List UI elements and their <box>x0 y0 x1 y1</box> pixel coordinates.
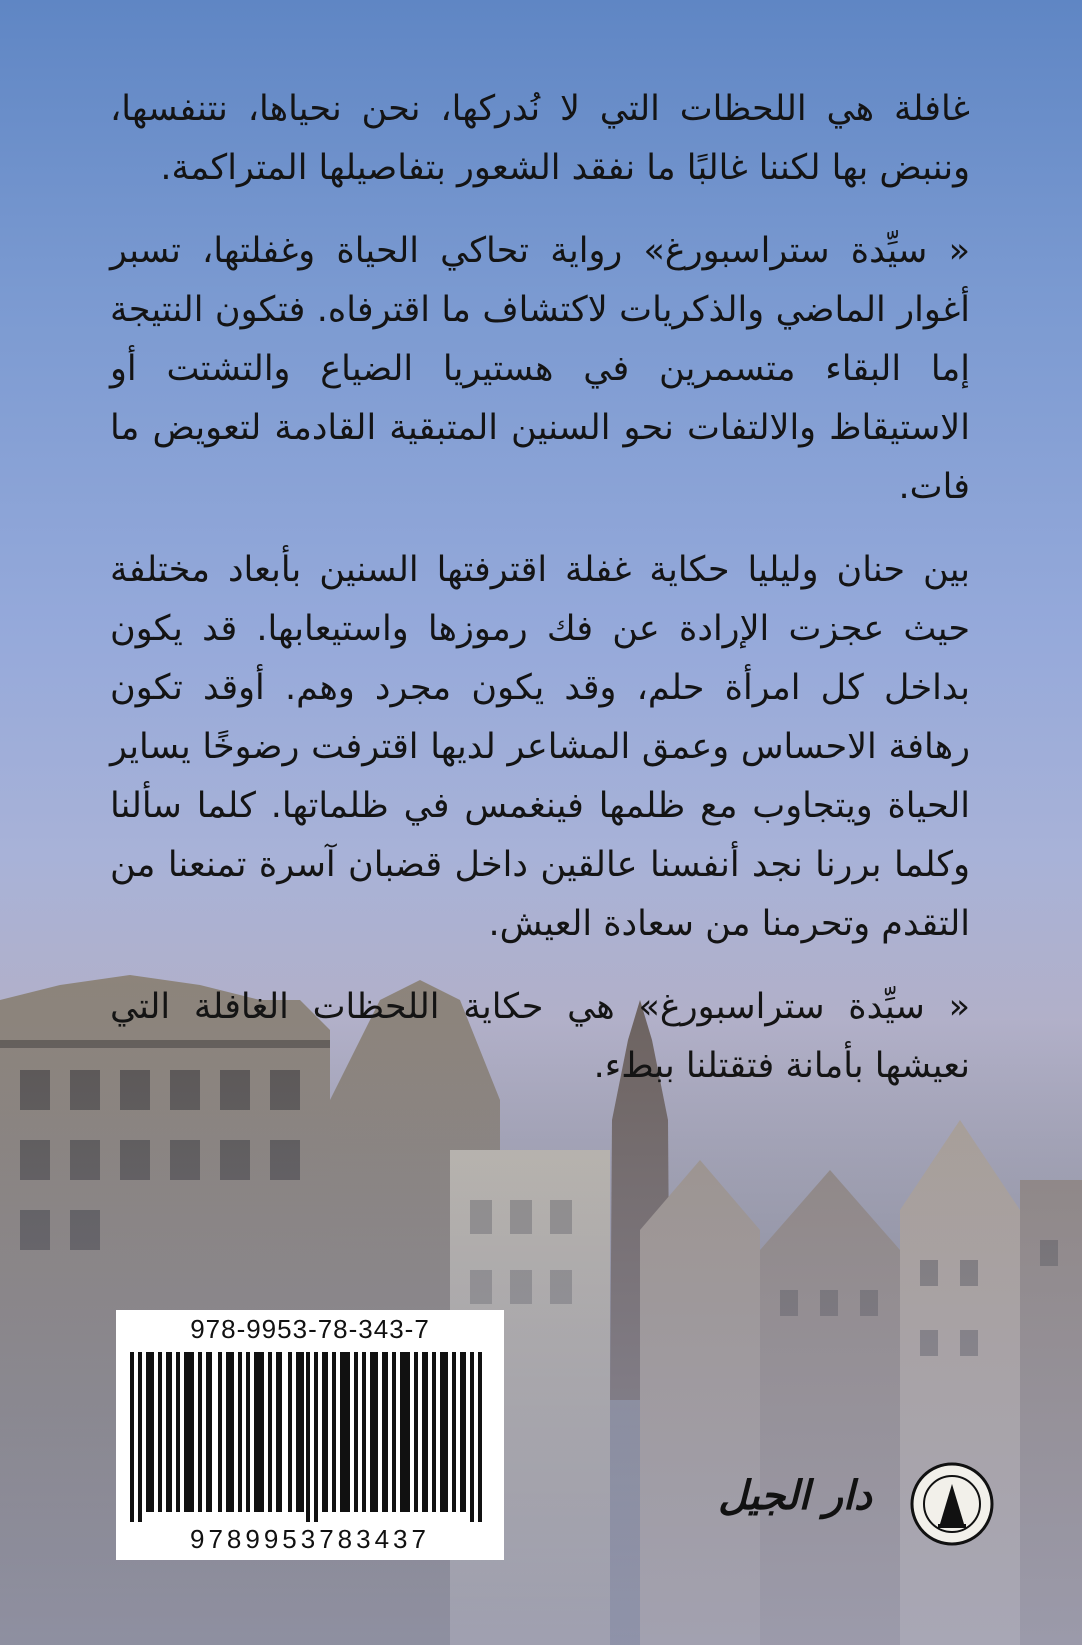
isbn-digits: 9789953783437 <box>190 1524 430 1554</box>
publisher-name: دار الجيل <box>718 1472 872 1519</box>
blurb-paragraph: « سيِّدة ستراسبورغ» رواية تحاكي الحياة وغفلتها، تسبر أغوار الماضي والذكريات لاكتشاف ما اقترفاه. فتكون النتيجة إما البقاء متسمرين في هستيريا الضياع والتشتت أو الاستيقاظ والالتفات نحو السنين المتبقية القادمة لتعويض ما فات. <box>110 231 970 507</box>
blurb-paragraph: غافلة هي اللحظات التي لا نُدركها، نحن نحياها، نتنفسها، وننبض بها لكننا غالبًا ما نفقد الشعور بتفاصيلها المتراكمة. <box>110 89 970 188</box>
blurb-paragraph: « سيِّدة ستراسبورغ» هي حكاية اللحظات الغافلة التي نعيشها بأمانة فتقتلنا ببطء. <box>110 987 970 1086</box>
barcode-bars <box>130 1352 490 1522</box>
publisher-logo <box>700 1462 1000 1552</box>
barcode <box>116 1310 504 1560</box>
blurb-text <box>110 80 970 1120</box>
blurb-paragraph: بين حنان وليليا حكاية غفلة اقترفتها السنين بأبعاد مختلفة حيث عجزت الإرادة عن فك رموزها واستيعابها. قد يكون بداخل كل امرأة حلم، وقد يكون مجرد وهم. أوقد تكون رهافة الاحساس وعمق المشاعر لديها اقترفت رضوخًا يساير الحياة ويتجاوب مع ظلمها فينغمس في ظلماتها. كلما سألنا وكلما بررنا نجد أنفسنا عالقين داخل قضبان آسرة تمنعنا من التقدم وتحرمنا من سعادة العيش. <box>110 550 970 944</box>
publisher-emblem-icon <box>910 1462 994 1546</box>
isbn-label: 978-9953-78-343-7 <box>190 1314 430 1344</box>
